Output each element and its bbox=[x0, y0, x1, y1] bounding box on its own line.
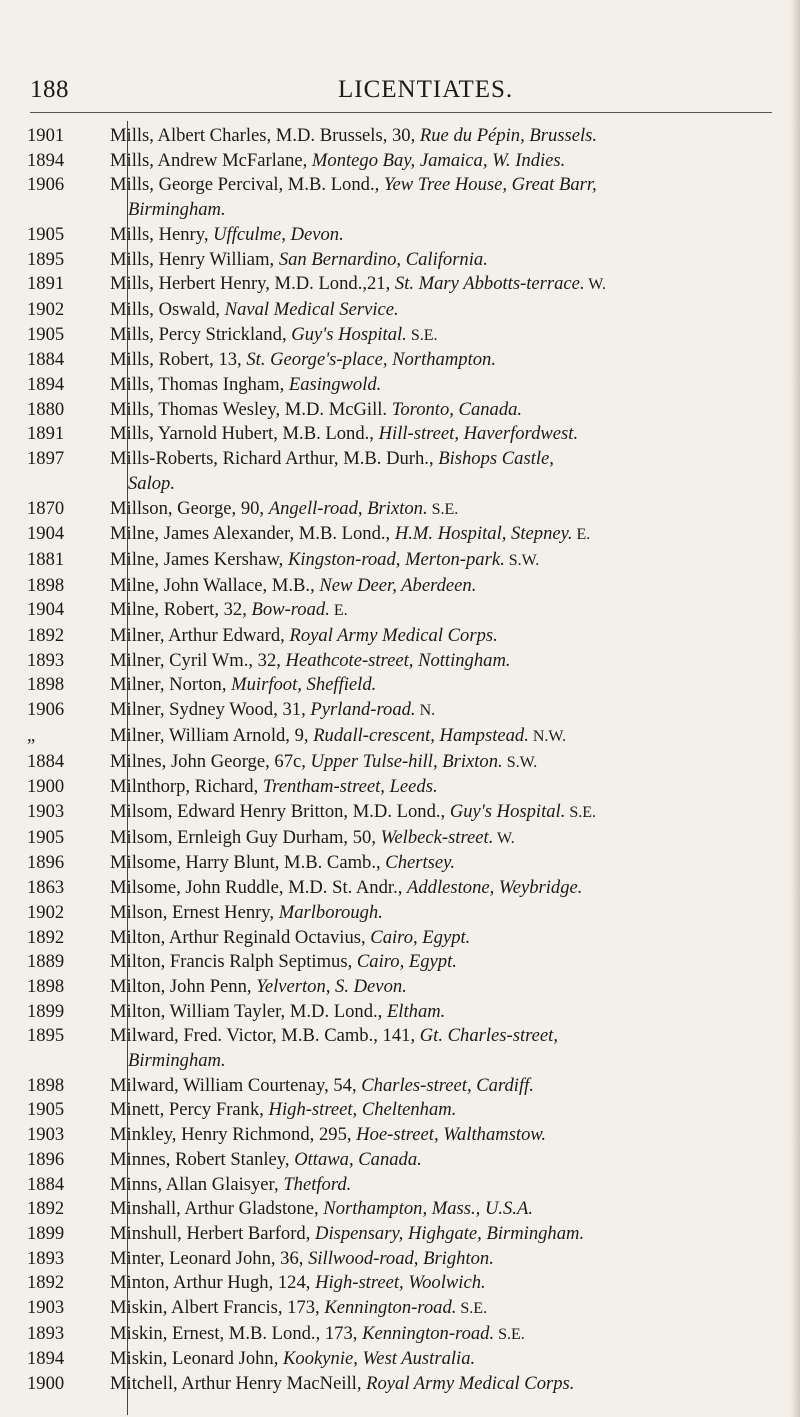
entry-name: Mills, Percy Strickland, bbox=[110, 323, 292, 345]
entry-year: 1898 bbox=[27, 1074, 65, 1096]
entry-district: N.W. bbox=[528, 727, 567, 745]
entry-year: 1870 bbox=[27, 497, 65, 519]
entry-year: 1905 bbox=[27, 826, 65, 848]
entry-name: Milsom, Edward Henry Britton, M.D. Lond., bbox=[110, 800, 450, 822]
entry-text bbox=[101, 1173, 770, 1198]
list-item bbox=[0, 851, 800, 876]
entry-text bbox=[101, 926, 770, 951]
list-item bbox=[0, 398, 800, 423]
entry-year: 1892 bbox=[27, 926, 65, 948]
entry-text bbox=[101, 698, 770, 724]
entry-text bbox=[101, 398, 770, 423]
entry-name: Milnes, John George, 67c, bbox=[110, 750, 311, 772]
entry-name: Mills, Yarnold Hubert, M.B. Lond., bbox=[110, 423, 379, 445]
entry-name: Milne, Robert, 32, bbox=[110, 599, 252, 621]
entry-text bbox=[101, 826, 770, 852]
entry-year: 1904 bbox=[27, 599, 65, 621]
entry-address: Hill-street, Haverfordwest. bbox=[378, 423, 579, 445]
entry-name: Minett, Percy Frank, bbox=[110, 1099, 269, 1121]
entry-text bbox=[101, 149, 770, 174]
entry-name: Milner, Sydney Wood, 31, bbox=[110, 699, 311, 721]
entry-text bbox=[101, 1024, 770, 1073]
list-item bbox=[0, 173, 800, 222]
list-item bbox=[0, 1074, 800, 1099]
entry-text bbox=[101, 1074, 770, 1099]
entry-year: 1892 bbox=[27, 1272, 65, 1294]
entry-text bbox=[101, 598, 770, 624]
entry-address: Guy's Hospital. bbox=[449, 800, 566, 822]
entry-address: Addlestone, Weybridge. bbox=[407, 877, 583, 899]
entry-address: Chertsey. bbox=[385, 852, 456, 874]
entry-year: 1893 bbox=[27, 649, 65, 671]
list-item bbox=[0, 826, 800, 852]
entry-address: Montego Bay, Jamaica, W. Indies. bbox=[311, 149, 566, 171]
list-item bbox=[0, 800, 800, 826]
list-item bbox=[0, 574, 800, 599]
entry-address: Uffculme, Devon. bbox=[213, 223, 344, 245]
entry-name: Mills, Henry, bbox=[110, 223, 214, 245]
list-item bbox=[0, 1000, 800, 1025]
entry-year: 1880 bbox=[27, 398, 65, 420]
entry-text bbox=[101, 1347, 770, 1372]
list-item bbox=[0, 673, 800, 698]
entry-address: Royal Army Medical Corps. bbox=[366, 1373, 575, 1395]
entry-address: New Deer, Aberdeen. bbox=[319, 574, 477, 596]
entry-name: Mills, Albert Charles, M.D. Brussels, 30, bbox=[110, 125, 420, 146]
entry-address: High-street, Cheltenham. bbox=[268, 1099, 457, 1121]
entry-name: Minshull, Herbert Barford, bbox=[110, 1222, 316, 1244]
entry-name: Mills, Robert, 13, bbox=[110, 349, 247, 371]
entry-district: S.E. bbox=[565, 803, 597, 821]
list-item bbox=[0, 1347, 800, 1372]
entry-year: 1884 bbox=[27, 1173, 65, 1195]
entry-name: Mills, Thomas Ingham, bbox=[110, 374, 289, 396]
entry-district: S.W. bbox=[504, 551, 540, 569]
entry-name: Mills, Herbert Henry, M.D. Lond.,21, bbox=[110, 273, 395, 295]
entry-address: Naval Medical Service. bbox=[224, 298, 399, 320]
entry-name: Millson, George, 90, bbox=[110, 497, 269, 519]
entry-text bbox=[101, 624, 770, 649]
list-item bbox=[0, 698, 800, 724]
entry-year: 1895 bbox=[27, 1025, 65, 1047]
entry-address: Bow-road. bbox=[251, 599, 330, 621]
entry-year: 1901 bbox=[27, 125, 65, 146]
list-item bbox=[0, 1173, 800, 1198]
page-number: 188 bbox=[30, 76, 69, 103]
entry-text bbox=[101, 124, 770, 149]
entry-address: Toronto, Canada. bbox=[391, 398, 523, 420]
list-item bbox=[0, 1271, 800, 1296]
entry-address: Cairo, Egypt. bbox=[370, 926, 471, 948]
entry-year: 1892 bbox=[27, 625, 65, 647]
list-item bbox=[0, 323, 800, 349]
entry-year: 1902 bbox=[27, 298, 65, 320]
entry-year: 1895 bbox=[27, 248, 65, 270]
entry-text bbox=[101, 1123, 770, 1148]
entry-name: Minkley, Henry Richmond, 295, bbox=[110, 1124, 357, 1146]
entry-address: Gt. Charles-street, bbox=[419, 1025, 558, 1047]
entry-text bbox=[101, 1148, 770, 1173]
list-item bbox=[0, 624, 800, 649]
entry-address: San Bernardino, California. bbox=[278, 248, 488, 270]
entry-name: Milson, Ernest Henry, bbox=[110, 901, 279, 923]
entry-text bbox=[101, 1098, 770, 1123]
entry-text bbox=[101, 373, 770, 398]
list-item bbox=[0, 1247, 800, 1272]
entry-year: 1891 bbox=[27, 423, 65, 445]
entry-district: E. bbox=[329, 602, 348, 620]
entry-name: Mills, Oswald, bbox=[110, 298, 225, 320]
entry-text bbox=[101, 975, 770, 1000]
entry-text bbox=[101, 1247, 770, 1272]
entry-address: Sillwood-road, Brighton. bbox=[308, 1247, 494, 1269]
entry-address-continued: Birmingham. bbox=[128, 199, 226, 221]
entry-text bbox=[101, 750, 770, 776]
entry-district: S.W. bbox=[502, 753, 538, 771]
entry-text bbox=[101, 1271, 770, 1296]
licentiates-list bbox=[0, 124, 800, 1397]
list-item bbox=[0, 750, 800, 776]
entry-year: 1889 bbox=[27, 951, 65, 973]
list-item bbox=[0, 1098, 800, 1123]
entry-address: Bishops Castle, bbox=[438, 448, 554, 470]
entry-address: Northampton, Mass., U.S.A. bbox=[323, 1198, 534, 1220]
entry-address: High-street, Woolwich. bbox=[315, 1272, 486, 1294]
entry-text bbox=[101, 1372, 770, 1397]
entry-text bbox=[101, 876, 770, 901]
entry-year: 1905 bbox=[27, 323, 65, 345]
entry-year: 1891 bbox=[27, 273, 65, 295]
entry-text bbox=[101, 574, 770, 599]
entry-address: Royal Army Medical Corps. bbox=[289, 625, 498, 647]
entry-name: Miskin, Leonard John, bbox=[110, 1348, 284, 1370]
entry-text bbox=[101, 775, 770, 800]
entry-name: Milward, William Courtenay, 54, bbox=[110, 1074, 362, 1096]
list-item bbox=[0, 272, 800, 298]
entry-name: Mitchell, Arthur Henry MacNeill, bbox=[110, 1373, 367, 1395]
list-item bbox=[0, 223, 800, 248]
entry-text bbox=[101, 724, 770, 750]
list-item bbox=[0, 497, 800, 523]
entry-address: Eltham. bbox=[386, 1000, 446, 1022]
entry-name: Mills, George Percival, M.B. Lond., bbox=[110, 174, 384, 196]
entry-year: 1899 bbox=[27, 1222, 65, 1244]
list-item bbox=[0, 926, 800, 951]
entry-name: Mills, Thomas Wesley, M.D. McGill. bbox=[110, 398, 392, 420]
entry-address: Yew Tree House, Great Barr, bbox=[383, 174, 597, 196]
entry-address: Hoe-street, Walthamstow. bbox=[356, 1124, 547, 1146]
entry-name: Mills-Roberts, Richard Arthur, M.B. Durh., bbox=[110, 448, 439, 470]
entry-year: 1896 bbox=[27, 852, 65, 874]
entry-name: Milner, Arthur Edward, bbox=[110, 625, 290, 647]
entry-text bbox=[101, 950, 770, 975]
entry-address: Charles-street, Cardiff. bbox=[361, 1074, 534, 1096]
entry-name: Minshall, Arthur Gladstone, bbox=[110, 1198, 324, 1220]
entry-name: Milton, Francis Ralph Septimus, bbox=[110, 951, 357, 973]
list-item bbox=[0, 1372, 800, 1397]
entry-text bbox=[101, 447, 770, 496]
entry-district: S.E. bbox=[406, 326, 438, 344]
entry-year: 1892 bbox=[27, 1198, 65, 1220]
list-item bbox=[0, 1123, 800, 1148]
entry-name: Milsom, Ernleigh Guy Durham, 50, bbox=[110, 826, 381, 848]
list-item bbox=[0, 248, 800, 273]
header-rule bbox=[30, 112, 772, 113]
entry-name: Milton, Arthur Reginald Octavius, bbox=[110, 926, 371, 948]
list-item bbox=[0, 422, 800, 447]
entry-address: Kingston-road, Merton-park. bbox=[287, 548, 505, 570]
entry-address: St. Mary Abbotts-terrace. bbox=[394, 273, 585, 295]
entry-address-continued: Salop. bbox=[128, 472, 176, 494]
entry-year: 1903 bbox=[27, 1297, 65, 1319]
entry-address: Angell-road, Brixton. bbox=[268, 497, 428, 519]
entry-name: Milton, John Penn, bbox=[110, 975, 257, 997]
entry-address: Thetford. bbox=[283, 1173, 352, 1195]
entry-name: Minton, Arthur Hugh, 124, bbox=[110, 1272, 316, 1294]
entry-address: Welbeck-street. bbox=[380, 826, 494, 848]
entry-year: 1898 bbox=[27, 975, 65, 997]
entry-year: „ bbox=[27, 724, 36, 746]
entry-address: Kookynie, West Australia. bbox=[283, 1348, 476, 1370]
entry-year: 1863 bbox=[27, 877, 65, 899]
entry-text bbox=[101, 1222, 770, 1247]
entry-name: Milne, James Kershaw, bbox=[110, 548, 288, 570]
list-item bbox=[0, 522, 800, 548]
list-item bbox=[0, 149, 800, 174]
entry-text bbox=[101, 548, 770, 574]
entry-year: 1884 bbox=[27, 349, 65, 371]
entry-district: W. bbox=[493, 829, 515, 847]
list-item bbox=[0, 975, 800, 1000]
entry-address: H.M. Hospital, Stepney. bbox=[394, 523, 573, 545]
entry-text bbox=[101, 1000, 770, 1025]
entry-name: Milne, James Alexander, M.B. Lond., bbox=[110, 523, 395, 545]
entry-address: Kennington-road. bbox=[362, 1322, 495, 1344]
entry-district: S.E. bbox=[456, 1300, 488, 1318]
entry-address: Yelverton, S. Devon. bbox=[256, 975, 407, 997]
entry-text bbox=[101, 422, 770, 447]
entry-address: Ottawa, Canada. bbox=[294, 1148, 422, 1170]
entry-text bbox=[101, 348, 770, 373]
entry-address: Easingwold. bbox=[288, 374, 382, 396]
entry-text bbox=[101, 673, 770, 698]
entry-district: E. bbox=[572, 526, 591, 544]
entry-name: Miskin, Albert Francis, 173, bbox=[110, 1297, 325, 1319]
entry-district: W. bbox=[584, 276, 606, 294]
entry-year: 1893 bbox=[27, 1322, 65, 1344]
list-item bbox=[0, 724, 800, 750]
entry-name: Mills, Henry William, bbox=[110, 248, 279, 270]
entry-year: 1905 bbox=[27, 1099, 65, 1121]
entry-text bbox=[101, 1296, 770, 1322]
list-item bbox=[0, 373, 800, 398]
entry-year: 1894 bbox=[27, 374, 65, 396]
entry-address: Cairo, Egypt. bbox=[356, 951, 457, 973]
entry-year: 1906 bbox=[27, 174, 65, 196]
list-item bbox=[0, 1148, 800, 1173]
entry-name: Miskin, Ernest, M.B. Lond., 173, bbox=[110, 1322, 363, 1344]
list-item bbox=[0, 649, 800, 674]
entry-year: 1900 bbox=[27, 776, 65, 798]
running-title: LICENTIATES. bbox=[338, 76, 514, 103]
entry-address-continued: Birmingham. bbox=[128, 1050, 226, 1072]
entry-name: Minns, Allan Glaisyer, bbox=[110, 1173, 284, 1195]
list-item bbox=[0, 447, 800, 496]
entry-text bbox=[101, 901, 770, 926]
entry-name: Milner, William Arnold, 9, bbox=[110, 724, 314, 746]
entry-name: Milton, William Tayler, M.D. Lond., bbox=[110, 1000, 387, 1022]
list-item bbox=[0, 1222, 800, 1247]
entry-year: 1903 bbox=[27, 800, 65, 822]
entry-address: Pyrland-road. bbox=[310, 699, 416, 721]
entry-year: 1905 bbox=[27, 223, 65, 245]
entry-name: Milner, Norton, bbox=[110, 674, 232, 696]
entry-text bbox=[101, 298, 770, 323]
entry-district: S.E. bbox=[427, 500, 459, 518]
entry-address: Marlborough. bbox=[278, 901, 383, 923]
list-item bbox=[0, 348, 800, 373]
entry-year: 1884 bbox=[27, 750, 65, 772]
entry-text bbox=[101, 1197, 770, 1222]
list-item bbox=[0, 901, 800, 926]
entry-text bbox=[101, 323, 770, 349]
entry-district: N. bbox=[415, 702, 436, 720]
list-item bbox=[0, 1197, 800, 1222]
entry-year: 1881 bbox=[27, 548, 65, 570]
entry-address: Upper Tulse-hill, Brixton. bbox=[310, 750, 503, 772]
entry-year: 1900 bbox=[27, 1373, 65, 1395]
entry-text bbox=[101, 851, 770, 876]
list-item bbox=[0, 876, 800, 901]
entry-address: Muirfoot, Sheffield. bbox=[231, 674, 377, 696]
entry-address: St. George's-place, Northampton. bbox=[246, 349, 496, 371]
list-item bbox=[0, 298, 800, 323]
entry-year: 1898 bbox=[27, 674, 65, 696]
entry-year: 1894 bbox=[27, 149, 65, 171]
list-item bbox=[0, 598, 800, 624]
entry-address: Dispensary, Highgate, Birmingham. bbox=[315, 1222, 585, 1244]
entry-address: Kennington-road. bbox=[324, 1297, 457, 1319]
list-item bbox=[0, 1024, 800, 1073]
entry-name: Milsome, Harry Blunt, M.B. Camb., bbox=[110, 852, 386, 874]
entry-name: Milward, Fred. Victor, M.B. Camb., 141, bbox=[110, 1025, 420, 1047]
entry-address: Heathcote-street, Nottingham. bbox=[285, 649, 511, 671]
entry-district: S.E. bbox=[494, 1325, 525, 1343]
entry-text bbox=[101, 1322, 770, 1348]
entry-address: Rue du Pépin, Brussels. bbox=[419, 125, 598, 146]
entry-text bbox=[101, 522, 770, 548]
entry-year: 1894 bbox=[27, 1348, 65, 1370]
entry-name: Milner, Cyril Wm., 32, bbox=[110, 649, 286, 671]
entry-year: 1902 bbox=[27, 901, 65, 923]
entry-text bbox=[101, 248, 770, 273]
entry-address: Trentham-street, Leeds. bbox=[262, 776, 438, 798]
entry-year: 1896 bbox=[27, 1148, 65, 1170]
entry-name: Minnes, Robert Stanley, bbox=[110, 1148, 295, 1170]
entry-text bbox=[101, 173, 770, 222]
entry-text bbox=[101, 649, 770, 674]
list-item bbox=[0, 548, 800, 574]
entry-text bbox=[101, 497, 770, 523]
list-item bbox=[0, 1296, 800, 1322]
entry-year: 1897 bbox=[27, 448, 65, 470]
entry-year: 1893 bbox=[27, 1247, 65, 1269]
entry-name: Milne, John Wallace, M.B., bbox=[110, 574, 320, 596]
list-item bbox=[0, 775, 800, 800]
entry-text bbox=[101, 223, 770, 248]
entry-address: Guy's Hospital. bbox=[291, 323, 407, 345]
entry-name: Minter, Leonard John, 36, bbox=[110, 1247, 309, 1269]
list-item bbox=[0, 1322, 800, 1348]
list-item bbox=[0, 950, 800, 975]
entry-text bbox=[101, 800, 770, 826]
entry-year: 1898 bbox=[27, 574, 65, 596]
entry-year: 1904 bbox=[27, 523, 65, 545]
entry-name: Milsome, John Ruddle, M.D. St. Andr., bbox=[110, 877, 408, 899]
entry-text bbox=[101, 272, 770, 298]
entry-name: Mills, Andrew McFarlane, bbox=[110, 149, 312, 171]
entry-year: 1899 bbox=[27, 1000, 65, 1022]
entry-address: Rudall-crescent, Hampstead. bbox=[313, 724, 529, 746]
entry-name: Milnthorp, Richard, bbox=[110, 776, 263, 798]
list-item bbox=[0, 124, 800, 149]
entry-year: 1903 bbox=[27, 1124, 65, 1146]
entry-year: 1906 bbox=[27, 699, 65, 721]
